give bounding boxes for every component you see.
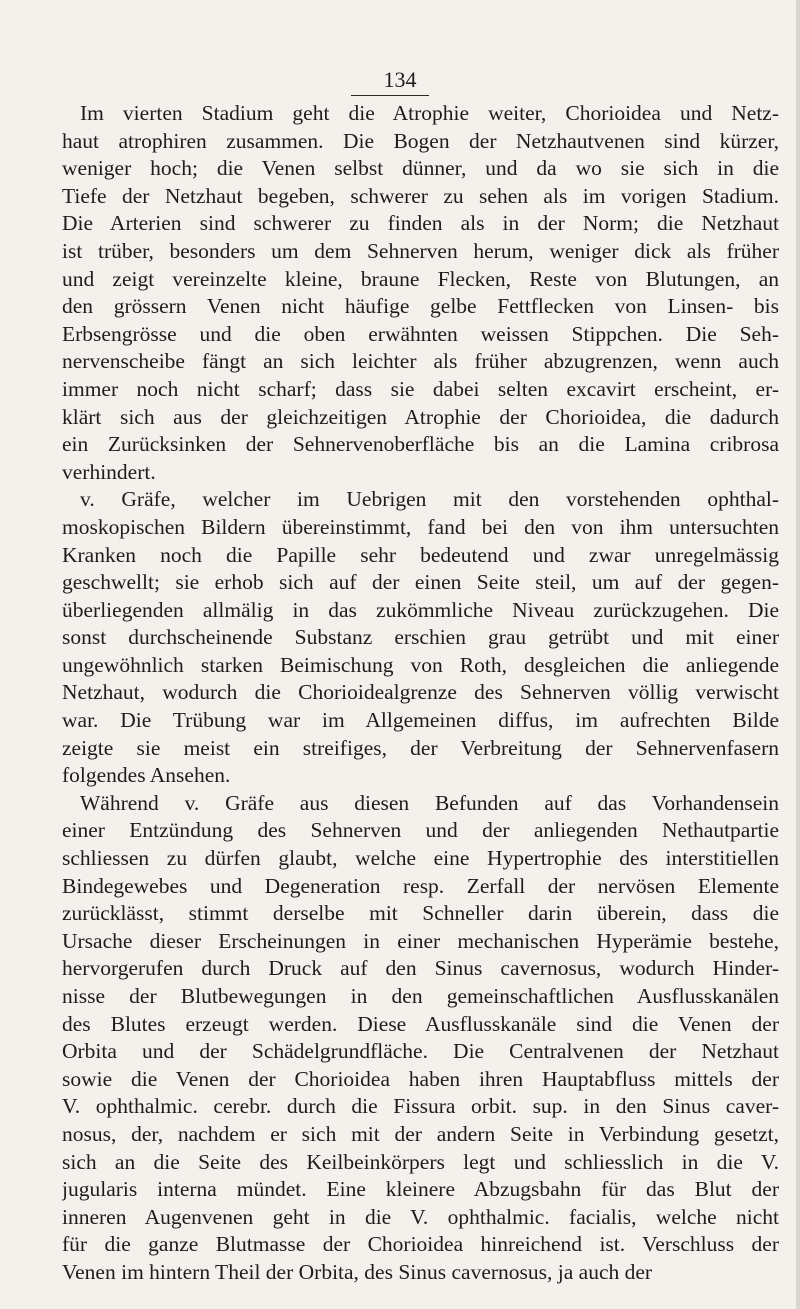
text-line: folgendes Ansehen. bbox=[62, 763, 231, 788]
text-line: V. ophthalmic. cerebr. durch die Fissura orbit. sup. in den Sinus caver- bbox=[62, 1094, 779, 1119]
text-line: ist trüber, besonders um dem Sehnerven herum, weniger dick als früher bbox=[62, 238, 779, 263]
text-line: moskopischen Bildern übereinstimmt, fand bei den von ihm untersuchten bbox=[62, 514, 779, 539]
text-line: geschwellt; sie erhob sich auf der einen Seite steil, um auf der gegen- bbox=[62, 570, 779, 595]
text-line: ungewöhnlich starken Beimischung von Roth, desgleichen die anliegende bbox=[62, 652, 779, 677]
text-line: jugularis interna mündet. Eine kleinere Abzugsbahn für das Blut der bbox=[62, 1177, 779, 1202]
text-line: Während v. Gräfe aus diesen Befunden auf das Vorhandensein bbox=[80, 790, 779, 815]
text-line: einer Entzündung des Sehnerven und der anliegenden Nethautpartie bbox=[62, 818, 779, 843]
text-line: sonst durchscheinende Substanz erschien grau getrübt und mit einer bbox=[62, 625, 779, 650]
text-line: Im vierten Stadium geht die Atrophie weiter, Chorioidea und Netz- bbox=[80, 101, 779, 125]
text-line: für die ganze Blutmasse der Chorioidea hinreichend ist. Verschluss der bbox=[62, 1232, 779, 1257]
text-line: Bindegewebes und Degeneration resp. Zerfall der nervösen Elemente bbox=[62, 873, 779, 898]
text-line: Die Arterien sind schwerer zu finden als in der Norm; die Netzhaut bbox=[62, 211, 779, 236]
text-line: nosus, der, nachdem er sich mit der andern Seite in Verbindung gesetzt, bbox=[62, 1121, 779, 1146]
text-line: immer noch nicht scharf; dass sie dabei selten excavirt erscheint, er- bbox=[62, 376, 779, 401]
page-number: 134 bbox=[383, 67, 417, 92]
text-line: hervorgerufen durch Druck auf den Sinus cavernosus, wodurch Hinder- bbox=[62, 956, 779, 981]
text-line: überliegenden allmälig in das zukömmliche Niveau zurückzugehen. Die bbox=[62, 597, 779, 622]
text-line: Netzhaut, wodurch die Chorioidealgrenze des Sehnerven völlig verwischt bbox=[62, 680, 779, 705]
text-line: Ursache dieser Erscheinungen in einer mechanischen Hyperämie bestehe, bbox=[62, 928, 779, 953]
text-line: war. Die Trübung war im Allgemeinen diffus, im aufrechten Bilde bbox=[62, 708, 779, 733]
body-text bbox=[62, 100, 779, 1287]
text-line: Kranken noch die Papille sehr bedeutend und zwar unregelmässig bbox=[62, 542, 779, 567]
text-line: v. Gräfe, welcher im Uebrigen mit den vorstehenden ophthal- bbox=[80, 487, 779, 512]
text-line: Venen im hintern Theil der Orbita, des Sinus cavernosus, ja auch der bbox=[62, 1259, 653, 1284]
text-line: weniger hoch; die Venen selbst dünner, und da wo sie sich in die bbox=[62, 156, 779, 181]
text-line: sowie die Venen der Chorioidea haben ihren Hauptabfluss mittels der bbox=[62, 1066, 779, 1091]
text-line: haut atrophiren zusammen. Die Bogen der Netzhautvenen sind kürzer, bbox=[62, 128, 779, 153]
text-line: schliessen zu dürfen glaubt, welche eine Hypertrophie des interstitiellen bbox=[62, 846, 779, 871]
text-line: und zeigt vereinzelte kleine, braune Flecken, Reste von Blutungen, an bbox=[62, 266, 779, 291]
text-line: nisse der Blutbewegungen in den gemeinschaftlichen Ausflusskanälen bbox=[62, 984, 779, 1008]
text-line: nervenscheibe fängt an sich leichter als früher abzugrenzen, wenn auch bbox=[62, 349, 779, 374]
page-number-rule bbox=[351, 95, 429, 96]
text-line: sich an die Seite des Keilbeinkörpers legt und schliesslich in die V. bbox=[62, 1149, 779, 1174]
text-line: klärt sich aus der gleichzeitigen Atrophie der Chorioidea, die dadurch bbox=[62, 404, 779, 429]
text-line: den grössern Venen nicht häufige gelbe Fettflecken von Linsen- bis bbox=[62, 294, 779, 319]
text-line: Orbita und der Schädelgrundfläche. Die Centralvenen der Netzhaut bbox=[62, 1039, 779, 1064]
text-line: Erbsengrösse und die oben erwähnten weissen Stippchen. Die Seh- bbox=[62, 321, 779, 346]
text-line: ein Zurücksinken der Sehnervenoberfläche bis an die Lamina cribrosa bbox=[62, 432, 779, 457]
text-line: zurücklässt, stimmt derselbe mit Schneller darin überein, dass die bbox=[62, 901, 779, 926]
text-line: inneren Augenvenen geht in die V. ophthalmic. facialis, welche nicht bbox=[62, 1204, 779, 1229]
page-edge bbox=[796, 0, 800, 1309]
text-line: verhindert. bbox=[62, 459, 156, 484]
text-line: des Blutes erzeugt werden. Diese Ausflusskanäle sind die Venen der bbox=[62, 1011, 779, 1036]
text-line: zeigte sie meist ein streifiges, der Verbreitung der Sehnervenfasern bbox=[62, 735, 779, 760]
text-line: Tiefe der Netzhaut begeben, schwerer zu sehen als im vorigen Stadium. bbox=[62, 183, 779, 208]
